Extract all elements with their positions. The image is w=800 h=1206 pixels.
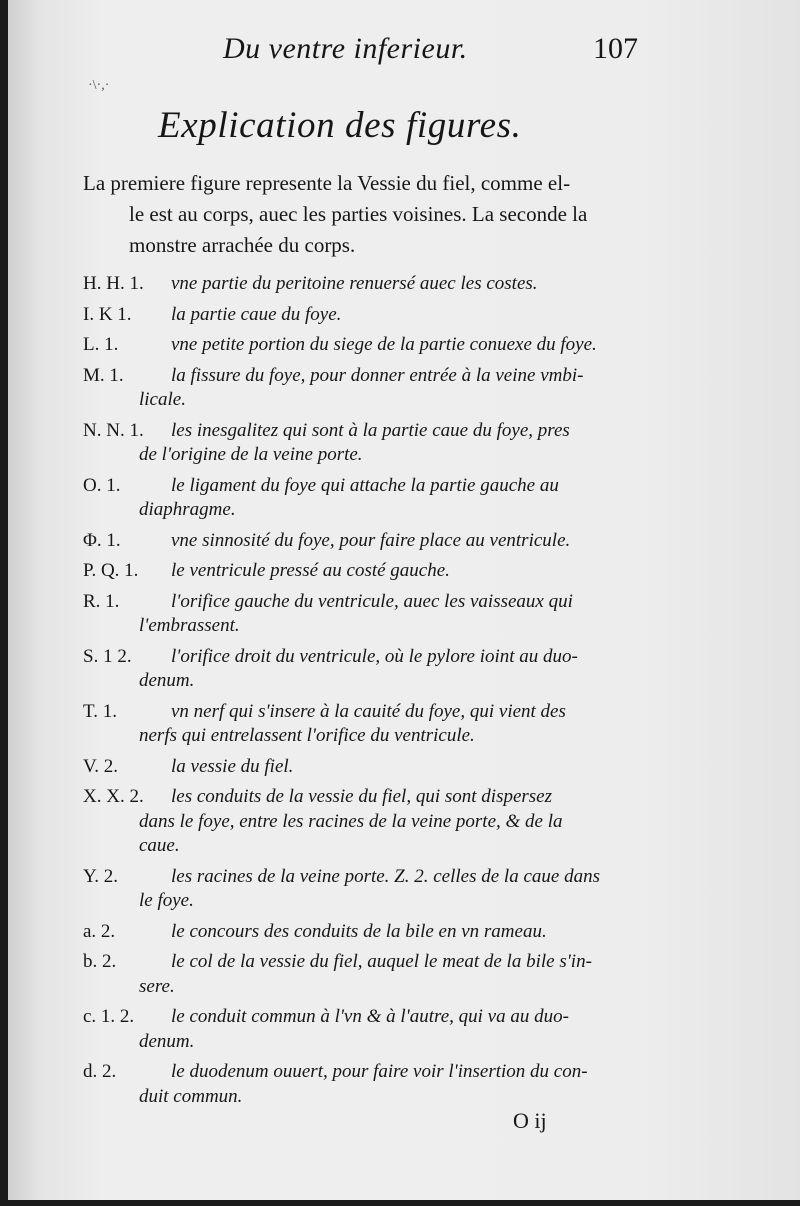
legend-text-line: licale. [139,389,186,410]
legend-text-line: sere. [139,975,175,997]
running-head [223,32,638,76]
legend-text [83,865,723,914]
legend-label: b. 2. [83,951,117,972]
legend-entry [83,333,723,358]
legend-text-line: denum. [139,1030,195,1052]
legend-text-line: la partie caue du foye. [171,303,342,325]
legend-entry [83,419,723,468]
legend-text [83,303,723,328]
legend-text [83,785,723,859]
legend-entry [83,950,723,999]
legend-entry [83,700,723,749]
book-page [8,0,800,1200]
legend-label: N. N. 1. [83,419,144,441]
legend-label: O. 1. [83,474,121,496]
legend-entry [83,755,723,780]
legend-label: X. X. 2. [83,786,144,807]
legend-entry [83,529,723,554]
intro-line: le est au corps, auec les parties voisines. La seconde la [129,202,588,226]
legend-entry [83,272,723,297]
legend-entry [83,645,723,694]
intro-line: La premiere figure represente la Vessie du fiel, comme el- [83,171,571,195]
legend-label: Y. 2. [83,865,119,887]
legend-text [83,590,723,639]
legend-text-line: l'orifice gauche du ventricule, auec les vaisseaux qui [171,590,573,612]
legend-label: d. 2. [83,1061,117,1082]
legend-label: Φ. 1. [83,529,121,551]
legend-text-line: les conduits de la vessie du fiel, qui sont dispersez [171,786,553,807]
legend-label: a. 2. [83,920,116,942]
legend-text [83,474,723,523]
legend-text-line: de l'origine de la veine porte. [139,444,363,465]
legend-text-line: le ligament du foye qui attache la partie gauche au [171,474,559,496]
legend-text-line: le foye. [139,890,194,911]
legend-text [83,559,723,584]
legend-text-line: caue. [139,835,180,856]
legend-text-line: denum. [139,670,195,691]
legend-entry [83,590,723,639]
legend-label: V. 2. [83,755,119,777]
legend-label: c. 1. 2. [83,1006,135,1027]
legend-text-line: l'orifice droit du ventricule, où le pylore ioint au duo- [171,645,578,667]
legend-entry [83,559,723,584]
legend-text [83,1060,723,1109]
legend-entry [83,474,723,523]
legend-text-line: vne petite portion du siege de la partie conuexe du foye. [171,334,597,355]
legend-entry [83,364,723,413]
legend-text-line: vne sinnosité du foye, pour faire place au ventricule. [171,529,571,551]
legend-text [83,333,723,358]
signature-mark: O ij [513,1108,547,1133]
legend-entry [83,303,723,328]
legend-text-line: le concours des conduits de la bile en vn rameau. [171,920,547,942]
legend-text [83,272,723,297]
legend-label: L. 1. [83,334,119,355]
legend-text-line: le duodenum ouuert, pour faire voir l'insertion du con- [171,1061,588,1082]
legend-text-line: vn nerf qui s'insere à la cauité du foye, qui vient des [171,700,566,722]
legend-text-line: vne partie du peritoine renuersé auec les costes. [171,273,538,294]
legend-text-line: la vessie du fiel. [171,755,294,777]
legend-text-line: duit commun. [139,1085,243,1107]
legend-text [83,419,723,468]
legend-text-line: le ventricule pressé au costé gauche. [171,560,450,581]
intro-paragraph [83,168,723,261]
legend-text [83,529,723,554]
legend-text [83,755,723,780]
printers-mark-icon: ·\·,· [88,78,110,93]
legend-text-line: les inesgalitez qui sont à la partie caue du foye, pres [171,419,570,441]
legend-label: M. 1. [83,364,124,386]
legend-text-line: nerfs qui entrelassent l'orifice du ventricule. [139,725,475,746]
legend-text-line: dans le foye, entre les racines de la veine porte, & de la [139,810,563,832]
legend-label: P. Q. 1. [83,560,139,581]
legend-entry [83,920,723,945]
running-head-title: Du ventre inferieur. [223,32,468,65]
page-number: 107 [593,32,638,65]
legend-entry [83,865,723,914]
legend-text-line: le col de la vessie du fiel, auquel le meat de la bile s'in- [171,951,592,972]
legend-label: S. 1 2. [83,645,132,667]
legend-list [83,272,723,1115]
legend-entry [83,1060,723,1109]
legend-text [83,1005,723,1054]
legend-text-line: les racines de la veine porte. Z. 2. celles de la caue dans [171,865,600,887]
legend-text [83,364,723,413]
legend-text [83,920,723,945]
legend-text [83,645,723,694]
legend-label: T. 1. [83,700,117,722]
legend-text-line: l'embrassent. [139,615,240,636]
legend-entry [83,785,723,859]
section-title: Explication des figures. [158,105,522,146]
legend-label: H. H. 1. [83,273,144,294]
legend-label: R. 1. [83,590,120,612]
legend-text-line: diaphragme. [139,499,236,520]
legend-label: I. K 1. [83,303,132,325]
legend-text-line: la fissure du foye, pour donner entrée à la veine vmbi- [171,364,584,386]
legend-entry [83,1005,723,1054]
legend-text [83,700,723,749]
intro-line: monstre arrachée du corps. [129,233,356,257]
legend-text [83,950,723,999]
legend-text-line: le conduit commun à l'vn & à l'autre, qui va au duo- [171,1006,569,1027]
